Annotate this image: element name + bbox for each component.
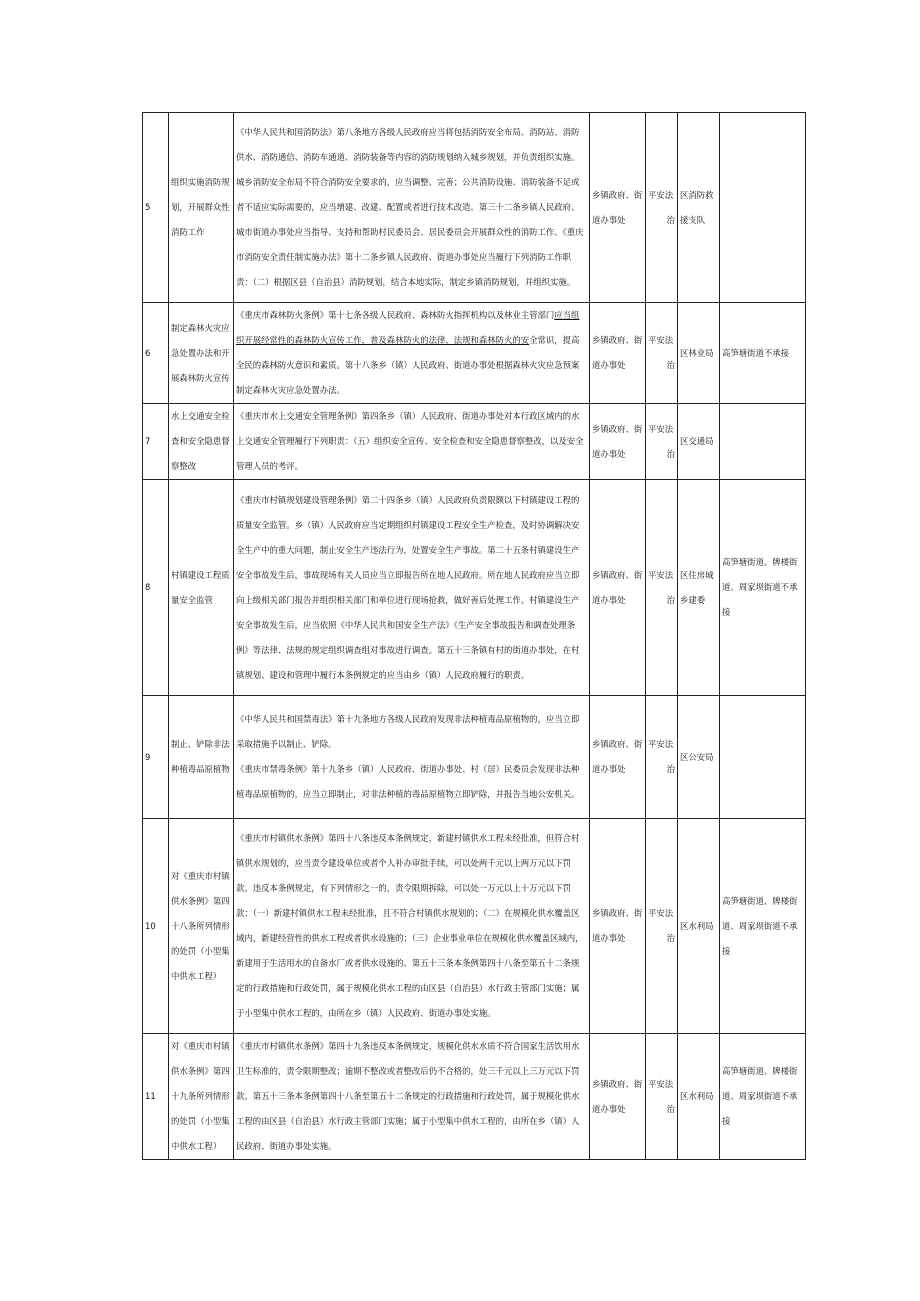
- supervising-department: 区林业局: [678, 303, 720, 404]
- legal-basis: 《重庆市村镇规划建设管理条例》第二十四条乡（镇）人民政府负责限额以下村镇建设工程的质量安全监管。乡（镇）人民政府应当定期组织村镇建设工程安全生产检查，及时协调解决安全生产中的重大问题，制止安全生产违法行为，处置安全生产事故。第二十五条村镇建设生产安全事故发生后，事故现场有关人员应当立即报告所在地人民政府。所在地人民政府应当立即向上级相关部门报告并组织相关部门和单位进行现场抢救，做好善后处理工作。村镇建设生产安全事故发生后，应当依照《中华人民共和国安全生产法》《生产安全事故报告和调查处理条例》等法律、法规的规定组织调查组对事故进行调查。第五十三条镇有村的街道办事处，在村镇规划、建设和管理中履行本条例规定的应当由乡（镇）人民政府履行的职责。: [234, 480, 590, 696]
- table-row: [143, 113, 806, 303]
- table-row: [143, 1034, 806, 1160]
- coordination-unit: 平安法 治: [646, 696, 678, 819]
- remark: 高笋塘街道不承接: [720, 303, 806, 404]
- remark: 高笋塘街道、牌楼街道、周家坝街道不承接: [720, 819, 806, 1034]
- table-row: [143, 404, 806, 480]
- coordination-unit: 平安法 治: [646, 303, 678, 404]
- table-row: [143, 819, 806, 1034]
- legal-basis: 《重庆市村镇供水条例》第四十八条违反本条例规定，新建村镇供水工程未经批准，但符合村镇供水规划的，应当责令建设单位或者个人补办审批手续，可以处两千元以上两万元以下罚款。违反本条例规定，有下列情形之一的，责令限期拆除，可以处一万元以上十万元以下罚款：（一）新建村镇供水工程未经批准，且不符合村镇供水规划的；（二）在规模化供水覆盖区域内，新建经营性的供水工程或者供水设施的；（三）企业事业单位在规模化供水覆盖区域内，新建用于生活用水的自备水厂或者供水设施的。第五十三条本条例第四十八条至第五十二条规定的行政措施和行政处罚，属于规模化供水工程的由区县（自治县）水行政主管部门实施；属于小型集中供水工程的，由所在乡（镇）人民政府、街道办事处实施。: [234, 819, 590, 1034]
- supervising-department: 区交通局: [678, 404, 720, 480]
- duty-list-table: [142, 112, 806, 1160]
- supervising-department: 区水利局: [678, 819, 720, 1034]
- row-number: 6: [143, 303, 169, 404]
- row-number: 10: [143, 819, 169, 1034]
- item-name: 对《重庆市村镇供水条例》第四十九条所列情形的处罚（小型集中供水工程）: [169, 1034, 234, 1160]
- remark: [720, 696, 806, 819]
- coordination-unit: 平安法 治: [646, 480, 678, 696]
- item-name: 对《重庆市村镇供水条例》第四十八条所列情形的处罚（小型集中供水工程）: [169, 819, 234, 1034]
- coordination-unit: 平安法 治: [646, 1034, 678, 1160]
- responsible-subject: 乡镇政府、街道办事处: [590, 113, 646, 303]
- responsible-subject: 乡镇政府、街道办事处: [590, 404, 646, 480]
- row-number: 11: [143, 1034, 169, 1160]
- row-number: 9: [143, 696, 169, 819]
- item-name: 制定森林火灾应急处置办法和开展森林防火宣传: [169, 303, 234, 404]
- remark: [720, 404, 806, 480]
- responsible-subject: 乡镇政府、街道办事处: [590, 1034, 646, 1160]
- legal-basis: 《重庆市森林防火条例》第十七条各级人民政府、森林防火指挥机构以及林业主管部门应当组织开展经常性的森林防火宣传工作，普及森林防火的法律、法规和森林防火的安全常识，提高全民的森林防火意识和素质。第十八条乡（镇）人民政府、街道办事处根据森林火灾应急预案制定森林火灾应急处置办法。: [234, 303, 590, 404]
- supervising-department: 区消防救援支队: [678, 113, 720, 303]
- coordination-unit: 平安法 治: [646, 113, 678, 303]
- item-name: 村镇建设工程质量安全监管: [169, 480, 234, 696]
- table-row: [143, 480, 806, 696]
- supervising-department: 区住房城乡建委: [678, 480, 720, 696]
- responsible-subject: 乡镇政府、街道办事处: [590, 480, 646, 696]
- item-name: 制止、铲除非法种植毒品原植物: [169, 696, 234, 819]
- supervising-department: 区水利局: [678, 1034, 720, 1160]
- supervising-department: 区公安局: [678, 696, 720, 819]
- coordination-unit: 平安法 治: [646, 819, 678, 1034]
- row-number: 8: [143, 480, 169, 696]
- legal-basis: 《重庆市水上交通安全管理条例》第四条乡（镇）人民政府、街道办事处对本行政区域内的水上交通安全管理履行下列职责：（五）组织安全宣传、安全检查和安全隐患督察整改，以及安全管理人员的考评。: [234, 404, 590, 480]
- remark: [720, 113, 806, 303]
- row-number: 5: [143, 113, 169, 303]
- responsible-subject: 乡镇政府、街道办事处: [590, 303, 646, 404]
- table-row: [143, 303, 806, 404]
- legal-basis: 《中华人民共和国消防法》第八条地方各级人民政府应当将包括消防安全布局、消防站、消防供水、消防通信、消防车通道、消防装备等内容的消防规划纳入城乡规划，并负责组织实施。城乡消防安全布局不符合消防安全要求的，应当调整、完善；公共消防设施、消防装备不足或者不适应实际需要的，应当增建、改建、配置或者进行技术改造。第三十二条乡镇人民政府、城市街道办事处应当指导、支持和帮助村民委员会、居民委员会开展群众性的消防工作。《重庆市消防安全责任制实施办法》第十二条乡镇人民政府、街道办事处应当履行下列消防工作职责：（二）根据区县（自治县）消防规划，结合本地实际，制定乡镇消防规划，并组织实施。: [234, 113, 590, 303]
- legal-basis: 《中华人民共和国禁毒法》第十九条地方各级人民政府发现非法种植毒品原植物的，应当立即采取措施予以制止、铲除。 《重庆市禁毒条例》第十九条乡（镇）人民政府、街道办事处、村（居）民委员会发现非法种植毒品原植物的，应当立即制止，对非法种植的毒品原植物立即铲除，并报告当地公安机关。: [234, 696, 590, 819]
- remark: 高笋塘街道、牌楼街道、周家坝街道不承接: [720, 1034, 806, 1160]
- row-number: 7: [143, 404, 169, 480]
- item-name: 水上交通安全检查和安全隐患督察整改: [169, 404, 234, 480]
- remark: 高笋塘街道、牌楼街道、周家坝街道不承接: [720, 480, 806, 696]
- responsible-subject: 乡镇政府、街道办事处: [590, 819, 646, 1034]
- legal-basis: 《重庆市村镇供水条例》第四十九条违反本条例规定，规模化供水水质不符合国家生活饮用水卫生标准的，责令限期整改；逾期不整改或者整改后仍不合格的，处三千元以上三万元以下罚款。第五十三条本条例第四十八条至第五十二条规定的行政措施和行政处罚，属于规模化供水工程的由区县（自治县）水行政主管部门实施；属于小型集中供水工程的，由所在乡（镇）人民政府、街道办事处实施。: [234, 1034, 590, 1160]
- coordination-unit: 平安法 治: [646, 404, 678, 480]
- responsible-subject: 乡镇政府、街道办事处: [590, 696, 646, 819]
- item-name: 组织实施消防规划，开展群众性消防工作: [169, 113, 234, 303]
- table-row: [143, 696, 806, 819]
